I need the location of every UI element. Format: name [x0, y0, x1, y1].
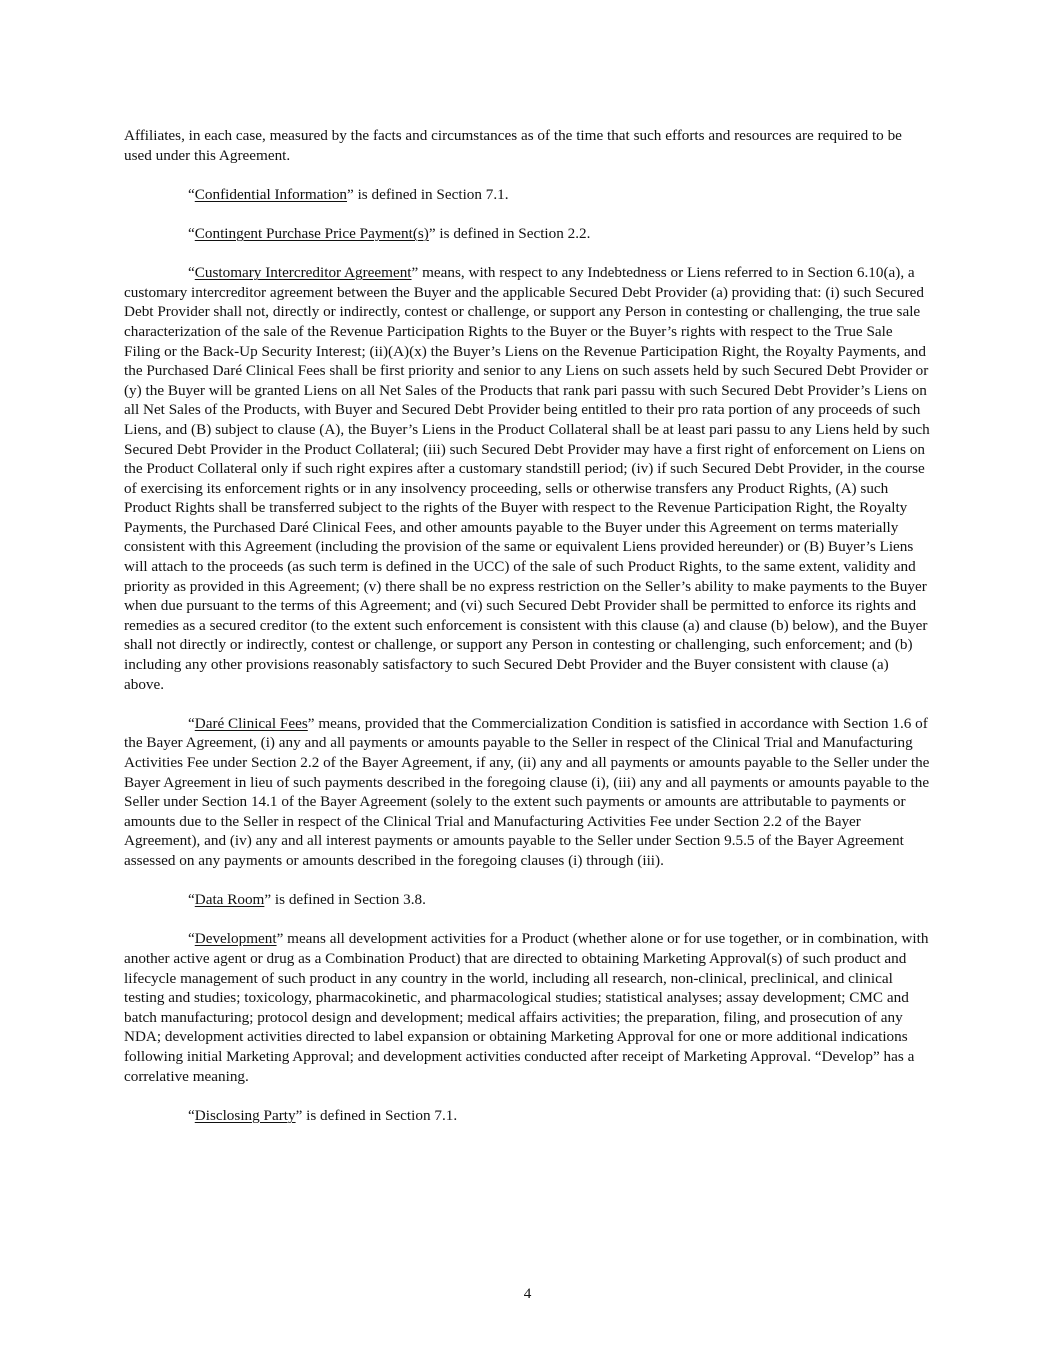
definition-data-room — [124, 890, 931, 910]
open-quote: “ — [188, 185, 195, 203]
definition-text: is defined in Section 7.1. — [302, 1106, 458, 1124]
page-number: 4 — [523, 1285, 532, 1302]
close-quote: ” — [295, 1106, 303, 1124]
definition-text: is defined in Section 2.2. — [435, 224, 591, 242]
close-quote: ” — [264, 891, 272, 909]
open-quote: “ — [188, 224, 195, 242]
close-quote: ” — [428, 224, 436, 242]
close-quote: ” — [347, 185, 354, 203]
definition-development — [124, 929, 931, 1086]
open-quote: “ — [188, 891, 195, 909]
opening-paragraph: Affiliates, in each case, measured by the facts and circumstances as of the time that such efforts and resources are required to be used under this Agreement. — [124, 127, 902, 164]
open-quote: “ — [188, 264, 195, 282]
definition-confidential-information — [124, 185, 931, 205]
defined-term: Daré Clinical Fees — [194, 714, 308, 732]
definition-text: is defined in Section 7.1. — [353, 185, 509, 203]
defined-term: Contingent Purchase Price Payment(s) — [194, 224, 429, 242]
defined-term: Development — [194, 930, 277, 948]
defined-term: Disclosing Party — [194, 1106, 296, 1124]
definition-text: means all development activities for a Product (whether alone or for use together, or in combination, with another active agent or drug as a Combination Product) that are directed to obtaining Marketing Approval(s) of such product and lifecycle management of such product in any country in the world, including all research, non-clinical, preclinical, and clinical testing and studies; toxicology, pharmacokinetic, and pharmacological studies; statistical analyses; assay development; CMC and batch manufacturing; protocol design and development; medical affairs activities; the preparation, filing, and prosecution of any NDA; development activities directed to label expansion or obtaining Marketing Approval for one or more additional indications following initial Marketing Approval; and development activities conducted after receipt of Marketing Approval. “Develop” has a correlative meaning. — [124, 930, 929, 1085]
open-quote: “ — [188, 930, 195, 948]
definition-customary-intercreditor-agreement — [124, 263, 931, 694]
definition-contingent-purchase-price-payments — [124, 224, 931, 244]
definition-text: is defined in Section 3.8. — [271, 891, 426, 909]
document-page — [124, 126, 931, 1145]
close-quote: ” — [307, 714, 315, 732]
defined-term: Confidential Information — [194, 185, 348, 203]
close-quote: ” — [411, 264, 419, 282]
defined-term: Data Room — [194, 891, 265, 909]
open-quote: “ — [188, 1106, 195, 1124]
open-quote: “ — [188, 714, 195, 732]
definition-text: means, with respect to any Indebtedness or Liens referred to in Section 6.10(a), a customary intercreditor agreement between the Buyer and the applicable Secured Debt Provider (a) providing that: (i) such Secured Debt Provider shall not, directly or indirectly, contest or challenge, or support any Person in contesting or challenging, the true sale characterization of the sale of the Revenue Participation Rights to the Buyer or the Buyer’s rights with respect to the True Sale Filing or the Back-Up Security Interest; (ii)(A)(x) the Buyer’s Liens on the Revenue Participation Right, the Royalty Payments, and the Purchased Daré Clinical Fees shall be first priority and senior to any Liens on such assets held by such Secured Debt Provider or (y) the Buyer will be granted Liens on all Net Sales of the Products that rank pari passu with such Secured Debt Provider’s Liens on all Net Sales of the Products, with Buyer and Secured Debt Provider being entitled to their pro rata portion of any proceeds of such Liens, and (B) subject to clause (A), the Buyer’s Liens in the Product Collateral shall be at least pari passu to any Liens held by such Secured Debt Provider in the Product Collateral; (iii) such Secured Debt Provider may have a first right of enforcement on Liens on the Product Collateral only if such right expires after a customary standstill period; (iv) if such Secured Debt Provider, in the course of exercising its enforcement rights or in any insolvency proceeding, sells or otherwise transfers any Product Rights, (A) such Product Rights shall be transferred subject to the rights of the Buyer with respect to the Revenue Participation Right, the Royalty Payments, the Purchased Daré Clinical Fees, and other amounts payable to the Buyer under this Agreement on terms materially consistent with this Agreement (including the provision of the same or equivalent Liens provided hereunder) or (B) Buyer’s Liens will attach to the proceeds (as such term is defined in the UCC) of the sale of such Product Rights, to the same extent, validity and priority as provided in this Agreement; (v) there shall be no express restriction on the Seller’s ability to make payments to the Buyer when due pursuant to the terms of this Agreement; and (vi) such Secured Debt Provider shall be permitted to enforce its rights and remedies as a secured creditor (to the extent such enforcement is consistent with this clause (a) and clause (b) below), and the Buyer shall not directly or indirectly, contest or challenge, or support any Person in contesting or challenging, such enforcement; and (b) including any other provisions reasonably satisfactory to such Secured Debt Provider and the Buyer consistent with clause (a) above. — [124, 264, 930, 693]
close-quote: ” — [276, 930, 284, 948]
defined-term: Customary Intercreditor Agreement — [194, 264, 412, 282]
definition-dare-clinical-fees — [124, 714, 931, 871]
definition-text: means, provided that the Commercialization Condition is satisfied in accordance with Section 1.6 of the Bayer Agreement, (i) any and all payments or amounts payable to the Seller in respect of the Clinical Trial and Manufacturing Activities Fee under Section 2.2 of the Bayer Agreement, if any, (ii) any and all payments or amounts payable to the Seller under the Bayer Agreement in lieu of such payments described in the foregoing clause (i), (iii) any and all payments or amounts payable to the Seller under Section 14.1 of the Bayer Agreement (solely to the extent such payments or amounts are attributable to payments or amounts due to the Seller in respect of the Clinical Trial and Manufacturing Activities Fee under Section 2.2 of the Bayer Agreement), and (iv) any and all interest payments or amounts payable to the Seller under Section 9.5.5 of the Bayer Agreement assessed on any payments or amounts described in the foregoing clauses (i) through (iii). — [124, 714, 930, 869]
definition-disclosing-party — [124, 1106, 931, 1126]
